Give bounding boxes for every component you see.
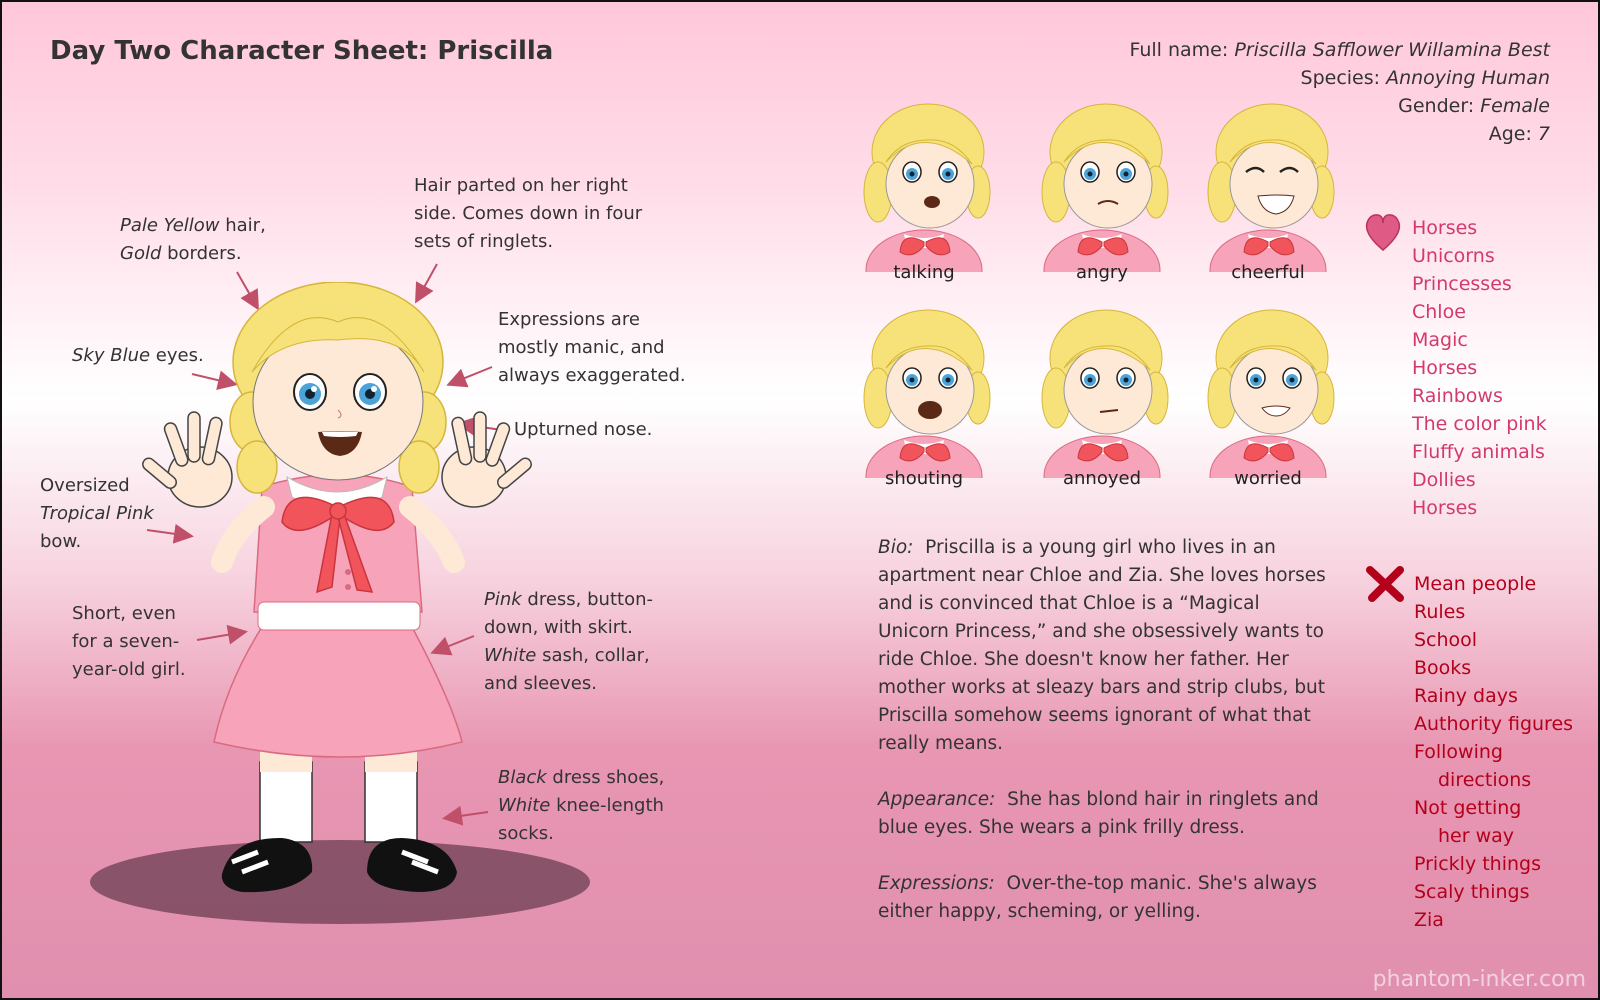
expression-label: cheerful [1231, 262, 1305, 283]
dislike-item: Prickly things [1414, 853, 1541, 875]
expression-label: annoyed [1062, 468, 1141, 489]
dislike-item: School [1414, 629, 1478, 651]
like-item: Horses [1412, 217, 1478, 239]
expression-label: talking [893, 262, 955, 283]
heart-icon [1364, 212, 1402, 257]
nose-note: Upturned nose. [514, 419, 653, 440]
like-item: Magic [1412, 329, 1468, 351]
expression-label: shouting [884, 468, 964, 489]
full-name-value: Priscilla Safflower Willamina Best [1234, 39, 1550, 61]
bio-paragraph: Bio: Priscilla is a young girl who lives in an apartment near Chloe and Zia. She loves horses and is convinced that Chloe is a “Magical Unicorn Princess,” and she obsessively wants to ride Chloe. She doesn't know her father. Her mother works at sleazy bars and strip clubs, but Priscilla somehow seems ignorant of what that really means. [878, 537, 1326, 754]
like-item: Princesses [1412, 273, 1512, 295]
right-sock [365, 762, 417, 842]
like-item: Unicorns [1412, 245, 1495, 267]
dress-note: Pink dress, button- down, with skirt. White sash, collar, and sleeves. [484, 589, 653, 694]
expression-annoyed [1032, 308, 1172, 498]
dislike-item: Scaly things [1414, 881, 1530, 903]
expression-shouting [854, 308, 994, 498]
left-hand [140, 412, 232, 507]
x-icon [1364, 564, 1406, 609]
species-label: Species: [1300, 67, 1381, 89]
page-title: Day Two Character Sheet: Priscilla [50, 36, 554, 66]
expression-cheerful [1198, 102, 1338, 292]
height-note: Short, even for a seven- year-old girl. [72, 603, 186, 680]
expression-label: worried [1234, 468, 1302, 489]
appearance-paragraph: Appearance: She has blond hair in ringlets and blue eyes. She wears a pink frilly dress. [878, 789, 1319, 838]
dress-sash [258, 602, 420, 630]
left-sock [260, 762, 312, 842]
hair-color-note: Pale Yellow hair, Gold borders. [120, 215, 266, 264]
like-item: The color pink [1412, 413, 1547, 435]
like-item: Chloe [1412, 301, 1466, 323]
dislike-item: Books [1414, 657, 1472, 679]
ground-shadow [90, 840, 590, 924]
expression-talking [854, 102, 994, 292]
bio-block [878, 534, 1328, 954]
dislikes-list [1414, 570, 1573, 934]
likes-list [1412, 214, 1547, 522]
watermark: phantom-inker.com [1372, 967, 1586, 992]
dislike-item: Following [1414, 741, 1503, 763]
dress-skirt [214, 627, 462, 757]
expression-label: angry [1076, 262, 1128, 283]
expressions-paragraph: Expressions: Over-the-top manic. She's always either happy, scheming, or yelling. [878, 873, 1317, 922]
dislike-item: Zia [1414, 909, 1444, 931]
dislike-item: Rainy days [1414, 685, 1518, 707]
like-item: Horses [1412, 497, 1478, 519]
age-value: 7 [1537, 123, 1550, 145]
eyes-note: Sky Blue eyes. [72, 345, 204, 366]
right-hand [442, 412, 534, 507]
expression-angry [1032, 102, 1172, 292]
bow-note: Oversized Tropical Pink bow. [40, 475, 154, 552]
gender-value: Female [1480, 95, 1550, 117]
expression-worried [1198, 308, 1338, 498]
shoes-note: Black dress shoes, White knee-length socks. [498, 767, 665, 844]
dislike-item: her way [1438, 825, 1515, 847]
like-item: Rainbows [1412, 385, 1503, 407]
dislike-item: directions [1438, 769, 1532, 791]
age-label: Age: [1488, 123, 1532, 145]
gender-label: Gender: [1398, 95, 1475, 117]
expressions-note: Expressions are mostly manic, and always exaggerated. [498, 309, 686, 386]
dislike-item: Authority figures [1414, 713, 1574, 735]
hair-part-note: Hair parted on her right side. Comes down in four sets of ringlets. [414, 175, 643, 252]
like-item: Horses [1412, 357, 1478, 379]
like-item: Fluffy animals [1412, 441, 1545, 463]
dislike-item: Rules [1414, 601, 1466, 623]
like-item: Dollies [1412, 469, 1476, 491]
priscilla-figure [82, 282, 602, 932]
full-name-label: Full name: [1129, 39, 1229, 61]
species-value: Annoying Human [1386, 67, 1550, 89]
dislike-item: Not getting [1414, 797, 1522, 819]
dislike-item: Mean people [1414, 573, 1537, 595]
